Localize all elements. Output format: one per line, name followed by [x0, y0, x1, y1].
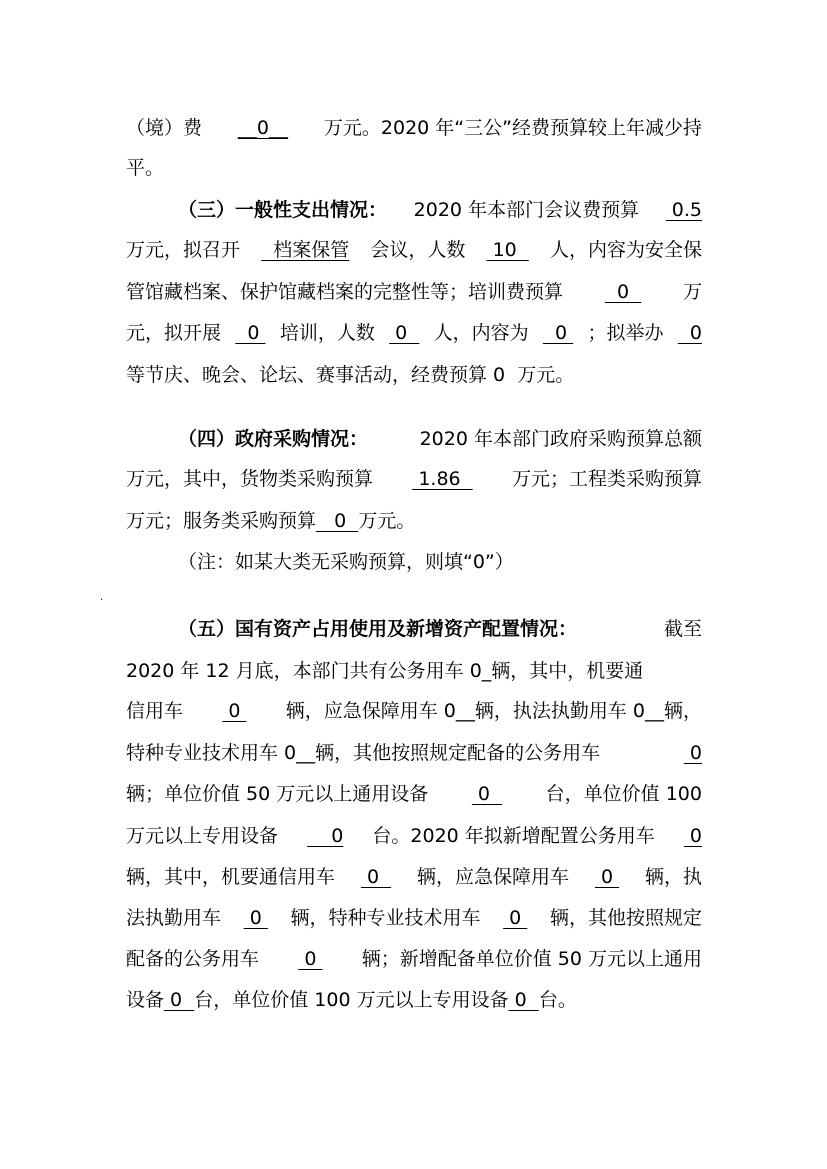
text-line: [126, 699, 702, 725]
text-segment: 万元；服务类采购预算: [126, 510, 317, 532]
section-four-heading-line: [178, 427, 702, 453]
text-line: [126, 116, 702, 142]
filled-blank: 0: [503, 907, 528, 929]
filled-blank: 0: [316, 510, 359, 532]
section-three-heading-line: [178, 198, 702, 224]
text-segment: 辆，执: [644, 866, 702, 888]
filled-blank: 0: [683, 825, 702, 847]
text-segment: 辆；新增配备单位价值 50 万元以上通用: [361, 948, 702, 970]
text-segment: 台。2020 年拟新增配置公务用车: [372, 825, 655, 847]
text-segment: 台，单位价值 100: [545, 783, 702, 805]
filled-blank: 0: [298, 948, 323, 970]
text-segment: 万元以上专用设备: [126, 825, 279, 847]
text-segment: 辆，其中，机要通信用车: [126, 866, 336, 888]
note-text: （注：如某大类无采购预算，则填“0”）: [178, 551, 514, 573]
filled-blank: 0: [594, 866, 620, 888]
section-heading: （三）一般性支出情况：: [178, 199, 388, 221]
text-line: [126, 363, 702, 389]
filled-blank: 0: [235, 322, 266, 344]
section-heading: （五）国有资产占用使用及新增资产配置情况：: [178, 618, 578, 640]
filled-blank: 0: [243, 907, 268, 929]
filled-blank: 档案保管: [261, 239, 350, 261]
text-segment: 元，拟开展: [126, 322, 222, 344]
text-line: [126, 156, 702, 182]
filled-blank: 0: [164, 989, 195, 1011]
text-segment: 台，单位价值 100 万元以上专用设备: [194, 989, 509, 1011]
text-line: [126, 280, 702, 306]
text-segment: 万元。2020 年“三公”经费预算较上年减少持: [323, 117, 702, 139]
filled-blank: 0: [471, 783, 503, 805]
text-segment: 配备的公务用车: [126, 948, 260, 970]
text-line: [126, 467, 702, 493]
text-line: [126, 741, 702, 767]
filled-blank: 0: [604, 281, 642, 303]
filled-blank: 0: [683, 742, 702, 764]
filled-blank: 0.5: [665, 199, 702, 221]
section-heading: （四）政府采购情况：: [178, 428, 369, 450]
filled-blank: __0__: [237, 117, 288, 139]
text-segment: 辆，应急保障用车: [417, 866, 570, 888]
text-segment: 截至: [663, 618, 702, 640]
text-segment: 辆，应急保障用车 0__辆，执法执勤用车 0__辆，: [285, 700, 702, 722]
text-segment: 万: [682, 281, 702, 303]
text-segment: 设备: [126, 989, 165, 1011]
text-segment: 辆，其他按照规定: [549, 907, 702, 929]
filled-blank: 0: [389, 322, 420, 344]
text-segment: 万元。: [358, 510, 416, 532]
text-segment: 万元；工程类采购预算: [511, 468, 702, 490]
text-line: [126, 238, 702, 264]
filled-blank: 1.86: [412, 468, 473, 490]
text-line: [126, 865, 702, 891]
note-line: [178, 550, 702, 576]
text-segment: 万元，其中，货物类采购预算: [126, 468, 374, 490]
text-line: [126, 321, 702, 347]
filled-blank: 0: [222, 700, 247, 722]
text-segment: 辆；单位价值 50 万元以上通用设备: [126, 783, 429, 805]
text-line: [126, 509, 702, 535]
text-segment: 会议，人数: [370, 239, 466, 261]
text-segment: 信用车: [126, 700, 184, 722]
filled-blank: 0: [360, 866, 392, 888]
filled-blank: 0: [508, 989, 539, 1011]
filled-blank: 0: [307, 825, 344, 847]
text-segment: 2020 年本部门会议费预算: [413, 199, 640, 221]
text-line: [126, 906, 702, 932]
text-segment: 平。: [126, 157, 165, 179]
stray-dot: .: [100, 592, 104, 603]
text-segment: ；拟举办: [587, 322, 664, 344]
filled-blank: 10: [486, 239, 529, 261]
text-line: [126, 947, 702, 973]
text-segment: 辆，特种专业技术用车: [290, 907, 481, 929]
text-segment: 台。: [538, 989, 577, 1011]
text-segment: 等节庆、晚会、论坛、赛事活动，经费预算 0 万元。: [126, 364, 575, 386]
text-segment: 万元，拟召开: [126, 239, 241, 261]
text-segment: 2020 年本部门政府采购预算总额: [419, 428, 702, 450]
text-line: [126, 824, 702, 850]
text-segment: （境）费: [126, 117, 203, 139]
text-line: [126, 659, 702, 685]
text-segment: 人，内容为安全保: [549, 239, 702, 261]
text-segment: 法执勤用车: [126, 907, 222, 929]
section-five-heading-line: [178, 617, 702, 643]
filled-blank: 0: [677, 322, 702, 344]
text-segment: 管馆藏档案、保护馆藏档案的完整性等；培训费预算: [126, 281, 564, 303]
text-line: [126, 782, 702, 808]
filled-blank: 0: [542, 322, 574, 344]
text-segment: 人，内容为: [433, 322, 529, 344]
text-segment: 2020 年 12 月底，本部门共有公务用车 0_辆，其中，机要通: [126, 660, 644, 682]
text-line: [126, 988, 702, 1014]
text-segment: 特种专业技术用车 0__辆，其他按照规定配备的公务用车: [126, 742, 601, 764]
text-segment: 培训，人数: [279, 322, 375, 344]
